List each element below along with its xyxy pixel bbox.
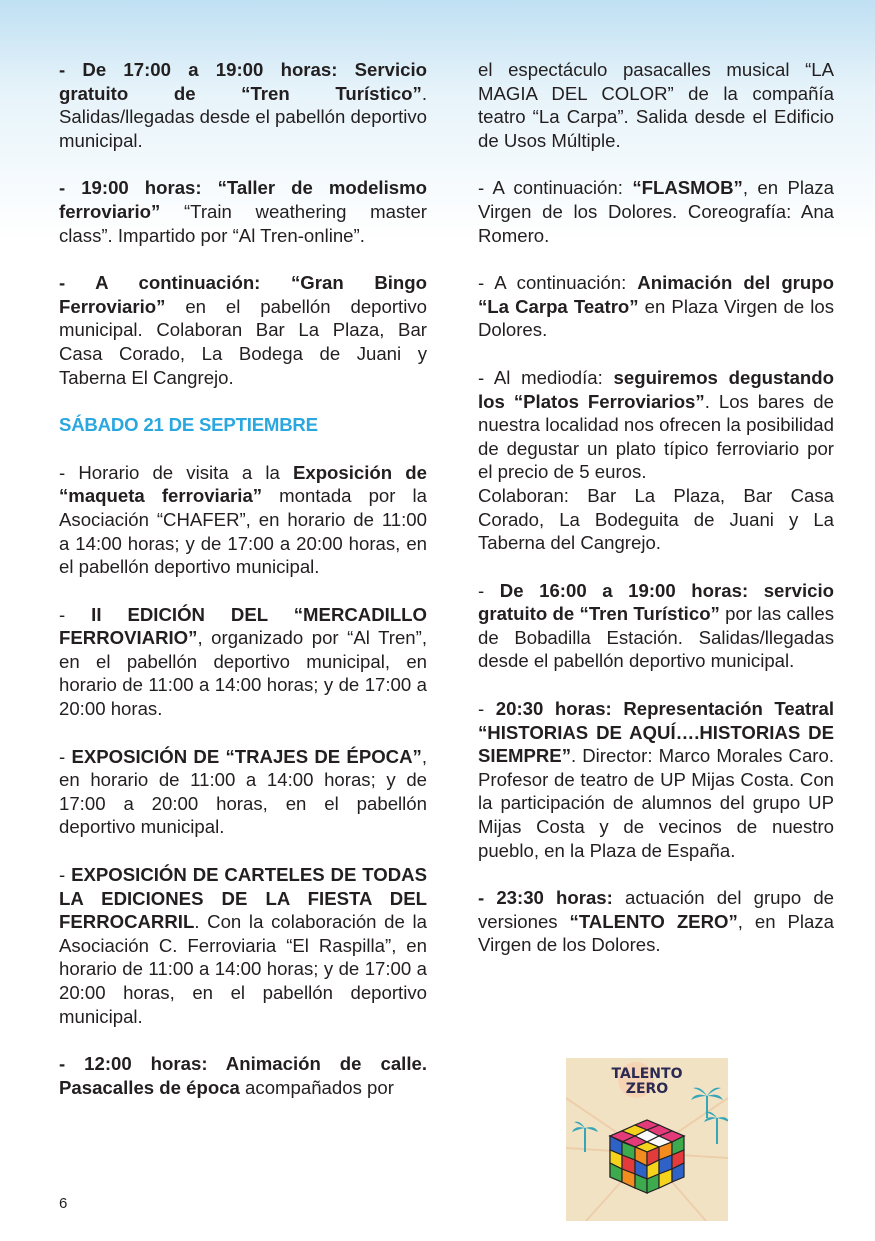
event-title: - De 17:00 a 19:00 horas: Servicio gratuito de “Tren Turístico” [59,59,427,104]
event-text: . Los bares de nuestra localidad nos ofrecen la posibilidad de degustar un plato típico ferroviario por el precio de 5 euros. [478,390,834,483]
event-pasacalles [59,1052,427,1099]
event-title: “TALENTO ZERO” [569,910,738,932]
event-title: 20:30 horas: Representación Teatral “HISTORIAS DE AQUÍ….HISTORIAS DE SIEMPRE” [478,698,834,767]
event-title: - 12:00 horas: Animación de calle. Pasacalles de época [59,1053,427,1098]
event-text: , organizado por “Al Tren”, en el pabellón deportivo municipal, en horario de 11:00 a 14:00 horas; y de 17:00 a 20:00 horas. [59,627,427,720]
event-text: . Director: Marco Morales Caro. Profesor de teatro de UP Mijas Costa. Con la participación de alumnos del grupo UP Mijas Costa y de vecinos de nuestro pueblo, en la Plaza de España. [478,745,834,861]
left-column [59,58,427,1123]
event-title: De 16:00 a 19:00 horas: servicio gratuito de “Tren Turístico” [478,579,835,625]
event-text: en el pabellón deportivo municipal. Colaboran Bar La Plaza, Bar Casa Corado, La Bodega de Juani y Taberna El Cangrejo. [59,295,427,388]
event-title: - 23:30 horas: [478,887,613,909]
event-title: II EDICIÓN DEL “MERCADILLO FERROVIARIO” [59,603,428,649]
event-gran-bingo [59,271,427,389]
event-trajes: - EXPOSICIÓN DE “TRAJES DE ÉPOCA”, en horario de 11:00 a 14:00 horas; y de 17:00 a 20:00 horas, en el pabellón deportivo municipal. [59,745,428,838]
event-text: “Train weathering master class”. Impartido por “Al Tren-online”. [59,200,427,246]
talento-zero-poster [566,1058,728,1221]
event-text: , en horario de 11:00 a 14:00 horas; y de 17:00 a 20:00 horas, en el pabellón deportivo municipal. [59,745,428,838]
event-text: . Con la colaboración de la Asociación C. Ferroviaria “El Raspilla”, en horario de 11:00 a 14:00 horas; y de 17:00 a 20:00 horas, en el pabellón deportivo municipal. [59,911,427,1027]
day-heading: SÁBADO 21 DE SEPTIEMBRE [59,414,318,436]
rubik-cube-icon [610,1120,684,1193]
event-teatral: - 20:30 horas: Representación Teatral “HISTORIAS DE AQUÍ….HISTORIAS DE SIEMPRE”. Director: Marco Morales Caro. Profesor de teatro de UP Mijas Costa. Con la participación de alumnos del grupo UP Mijas Costa y de vecinos de nuestro pueblo, en la Plaza de España. [478,698,834,861]
event-tren-turistico-sab: - De 16:00 a 19:00 horas: servicio gratuito de “Tren Turístico” por las calles de Bobadilla Estación. Salidas/llegadas desde el pabellón deportivo municipal. [478,579,835,672]
poster-title-line1: TALENTO [611,1066,683,1082]
event-title: Exposición de “maqueta ferroviaria” [59,461,427,507]
event-text: montada por la Asociación “CHAFER”, en horario de 11:00 a 14:00 horas; y de 17:00 a 20:00 horas, en el pabellón deportivo municipal. [59,485,428,578]
event-text: acompañados por [239,1076,394,1098]
event-platos: - Al mediodía: seguiremos degustando los “Platos Ferroviarios”. Los bares de nuestra localidad nos ofrecen la posibilidad de degustar un plato típico ferroviario por el precio de 5 euros. Colaboran: Bar La Plaza, Bar Casa Corado, La Bodeguita de Juani y La Taberna del Cangrejo. [478,366,834,554]
event-title: “FLASMOB” [632,177,743,199]
event-title: EXPOSICIÓN DE CARTELES DE TODAS LA EDICIONES DE LA FIESTA DEL FERROCARRIL [59,864,427,933]
event-tren-turistico [59,58,427,152]
event-text: . Salidas/llegadas desde el pabellón deportivo municipal. [59,82,428,151]
event-text: Colaboran: Bar La Plaza, Bar Casa Corado, La Bodeguita de Juani y La Taberna del Cangrejo. [478,484,834,554]
right-column [478,58,834,981]
event-text: en Plaza Virgen de los Dolores. [478,295,834,341]
event-text: por las calles de Bobadilla Estación. Salidas/llegadas desde el pabellón deportivo municipal. [478,603,834,672]
event-mercadillo: - II EDICIÓN DEL “MERCADILLO FERROVIARIO”, organizado por “Al Tren”, en el pabellón deportivo municipal, en horario de 11:00 a 14:00 horas; y de 17:00 a 20:00 horas. [59,603,428,720]
event-title: Animación del grupo “La Carpa Teatro” [478,272,834,317]
event-title: EXPOSICIÓN DE “TRAJES DE ÉPOCA” [71,745,422,767]
event-title: seguiremos degustando los “Platos Ferroviarios” [478,366,834,412]
event-carteles: - EXPOSICIÓN DE CARTELES DE TODAS LA EDICIONES DE LA FIESTA DEL FERROCARRIL. Con la colaboración de la Asociación C. Ferroviaria “El Raspilla”, en horario de 11:00 a 14:00 horas; y de 17:00 a 20:00 horas, en el pabellón deportivo municipal. [59,864,427,1027]
event-text: , en Plaza Virgen de los Dolores. Coreografía: Ana Romero. [478,177,834,246]
event-carpa-teatro: - A continuación: Animación del grupo “La Carpa Teatro” en Plaza Virgen de los Dolores. [478,272,834,341]
page-number: 6 [59,1195,68,1212]
event-talento-zero [478,886,834,957]
event-title: - A continuación: “Gran Bingo Ferroviario” [59,272,427,317]
event-text: , en Plaza Virgen de los Dolores. [478,910,834,956]
event-text: el espectáculo pasacalles musical “LA MAGIA DEL COLOR” de la compañía teatro “La Carpa”. Salida desde el Edificio de Usos Múltiple. [478,59,834,151]
event-text: actuación del grupo de versiones [478,887,835,932]
event-flasmob: - A continuación: “FLASMOB”, en Plaza Virgen de los Dolores. Coreografía: Ana Romero. [478,177,834,246]
poster-title-line2: ZERO [625,1081,669,1097]
event-pasacalles-cont [478,58,834,152]
event-taller-modelismo [59,176,427,247]
event-maqueta: - Horario de visita a la Exposición de “maqueta ferroviaria” montada por la Asociación “CHAFER”, en horario de 11:00 a 14:00 horas; y de 17:00 a 20:00 horas, en el pabellón deportivo municipal. [59,461,428,578]
event-title: - 19:00 horas: “Taller de modelismo ferroviario” [59,177,427,222]
